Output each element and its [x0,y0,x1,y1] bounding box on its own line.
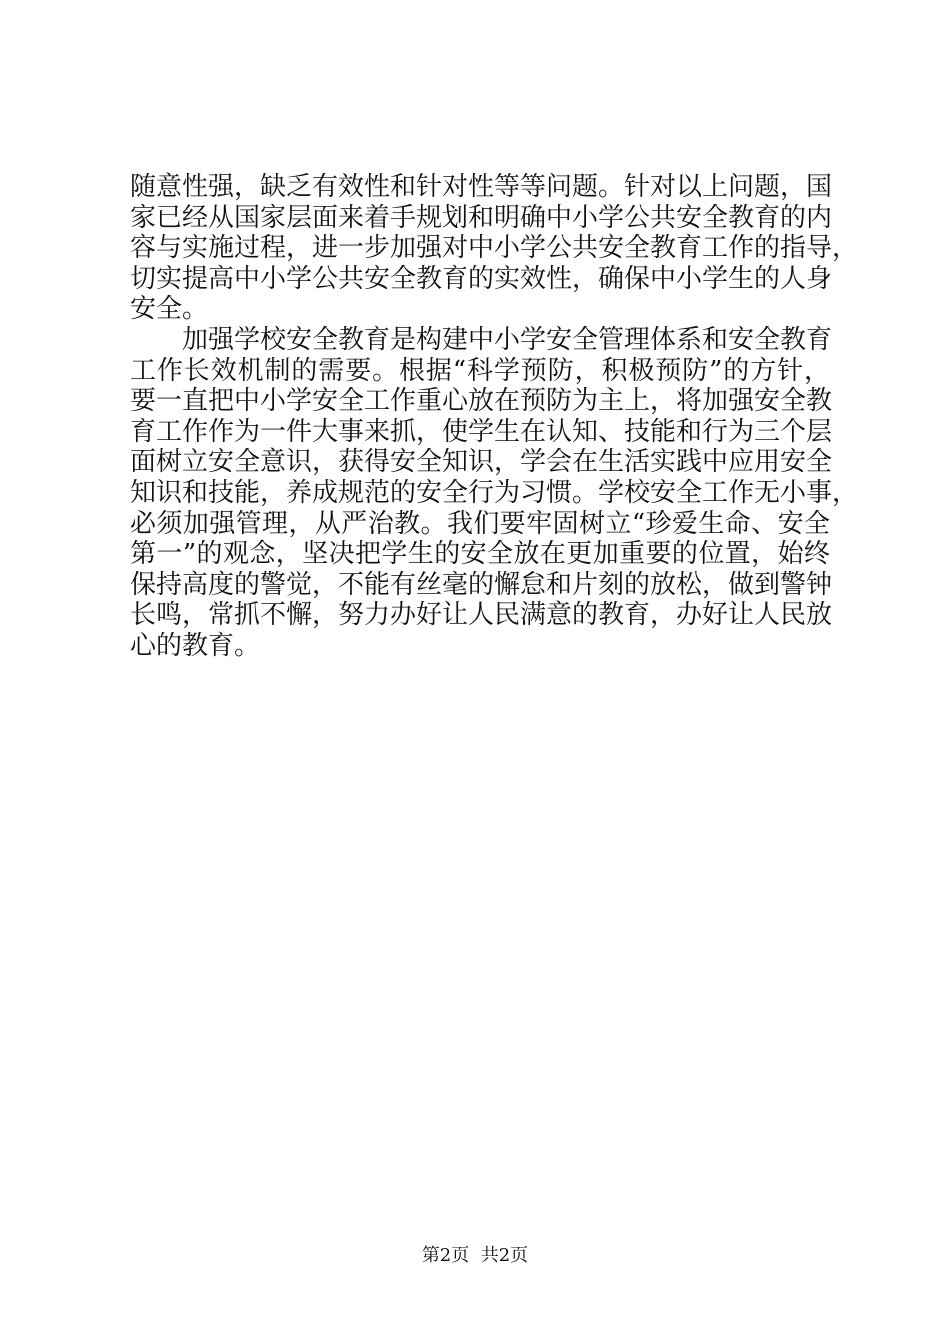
document-body [130,172,859,662]
page-footer [0,1241,950,1267]
text-line: 要一直把中小学安全工作重心放在预防为主上，将加强安全教 [130,386,833,417]
text-line: 长鸣，常抓不懈，努力办好让人民满意的教育，办好让人民放 [130,600,833,631]
text-line: 心的教育。 [130,630,261,661]
paragraph-1 [130,172,859,325]
paragraph-2 [130,324,859,662]
text-line: 育工作作为一件大事来抓，使学生在认知、技能和行为三个层 [130,416,833,447]
text-line: 随意性强，缺乏有效性和针对性等等问题。针对以上问题，国 [130,172,833,202]
text-line: 知识和技能，养成规范的安全行为习惯。学校安全工作无小事， [130,477,859,508]
page-number-label: 第2页 共2页 [421,1245,529,1266]
text-line: 必须加强管理，从严治教。我们要牢固树立“珍爱生命、安全 [130,508,830,539]
text-line: 家已经从国家层面来着手规划和明确中小学公共安全教育的内 [130,202,833,233]
text-line: 容与实施过程，进一步加强对中小学公共安全教育工作的指导， [130,233,859,264]
text-line: 安全。 [130,294,209,325]
text-line: 面树立安全意识，获得安全知识，学会在生活实践中应用安全 [130,447,833,478]
text-line: 工作长效机制的需要。根据“科学预防，积极预防”的方针， [130,355,830,386]
text-line: 切实提高中小学公共安全教育的实效性，确保中小学生的人身 [130,263,833,294]
text-line: 第一”的观念，坚决把学生的安全放在更加重要的位置，始终 [130,539,830,570]
text-line: 加强学校安全教育是构建中小学安全管理体系和安全教育 [130,324,833,355]
text-line: 保持高度的警觉，不能有丝毫的懈怠和片刻的放松，做到警钟 [130,569,833,600]
